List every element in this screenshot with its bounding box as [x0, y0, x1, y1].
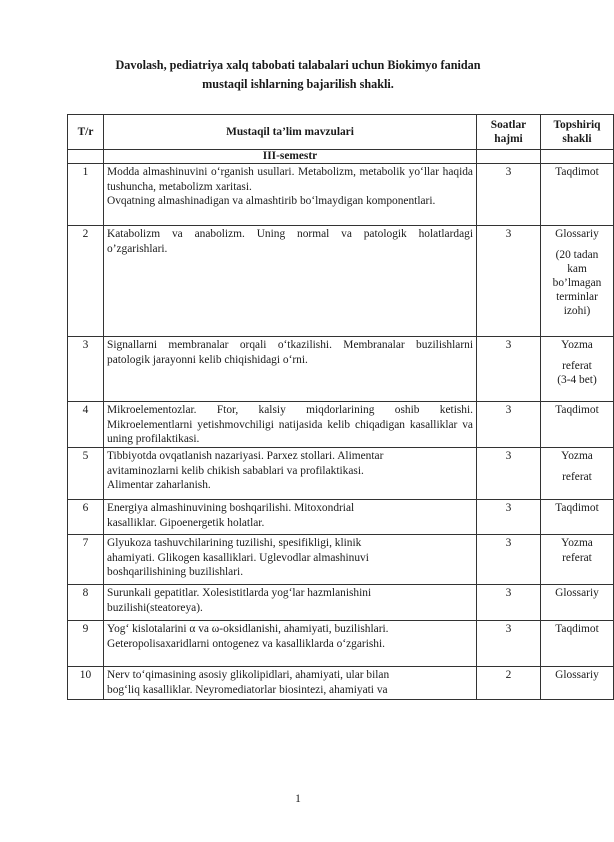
- table-row: [68, 535, 614, 585]
- row-assignment-form: [541, 535, 614, 585]
- semester-row: [68, 150, 614, 164]
- row-hours: 3: [477, 226, 541, 337]
- topic-line: Signallarni membranalar orqali o‘tkazilishi. Membranalar buzilishlarni patologik jarayonni kelib chiqishidagi o‘rni.: [107, 339, 473, 366]
- topic-line: Surunkali gepatitlar. Xolesistitlarda yog‘lar hazmlanishini: [107, 587, 372, 600]
- topic-line: Glyukoza tashuvchilarining tuzilishi, spesifikligi, klinik: [107, 537, 362, 550]
- table-row: [68, 500, 614, 535]
- topic-line: bog‘liq kasalliklar. Neyromediatorlar biosintezi, ahamiyati va: [107, 683, 388, 696]
- semester-label: III-semestr: [104, 150, 477, 164]
- form-line: Taqdimot: [555, 404, 599, 417]
- row-topic: [104, 337, 477, 402]
- row-hours: 3: [477, 500, 541, 535]
- row-assignment-form: [541, 667, 614, 700]
- row-assignment-form: [541, 585, 614, 621]
- column-header-topic: Mustaqil ta’lim mavzulari: [104, 115, 477, 150]
- form-line: (20 tadan: [555, 248, 599, 261]
- topic-line: Katabolizm va anabolizm. Uning normal va patologik holatlardagi o’zgarishlari.: [107, 228, 473, 255]
- row-assignment-form: [541, 402, 614, 448]
- form-line: kam: [567, 262, 587, 275]
- row-hours: 3: [477, 585, 541, 621]
- column-header-hours: [477, 115, 541, 150]
- table-row: [68, 402, 614, 448]
- form-line: Yozma: [561, 537, 593, 550]
- row-number: 7: [68, 535, 104, 585]
- form-line: Taqdimot: [555, 623, 599, 636]
- topic-line: avitaminozlarni kelib chikish sabablari va profilaktikasi.: [107, 464, 364, 477]
- table-row: [68, 448, 614, 500]
- topic-line: Mikroelementozlar. Ftor, kalsiy miqdorlarining oshib ketishi. Mikroelementlarni yetishmovchiligi natijasida kelib chiqadigan kasalliklar va uning profilaktikasi.: [107, 404, 473, 445]
- row-number: 9: [68, 621, 104, 667]
- row-hours: 3: [477, 535, 541, 585]
- row-assignment-form: [541, 337, 614, 402]
- row-hours: 3: [477, 621, 541, 667]
- assignments-table: [67, 114, 614, 700]
- row-assignment-form: [541, 621, 614, 667]
- form-line: Yozma: [561, 339, 593, 352]
- table-row: [68, 337, 614, 402]
- table-row: [68, 621, 614, 667]
- topic-line: kasalliklar. Gipoenergetik holatlar.: [107, 516, 265, 529]
- form-line: Glossariy: [555, 228, 599, 241]
- row-number: 1: [68, 164, 104, 226]
- row-hours: 3: [477, 448, 541, 500]
- form-line: Taqdimot: [555, 502, 599, 515]
- column-header-form-line1: Topshiriq: [553, 119, 601, 131]
- row-assignment-form: [541, 226, 614, 337]
- column-header-hours-line1: Soatlar: [490, 119, 527, 131]
- row-topic: [104, 500, 477, 535]
- column-header-form-line2: shakli: [562, 133, 592, 146]
- document-title-line-1: Davolash, pediatriya xalq tabobati talabalari uchun Biokimyo fanidan: [115, 58, 481, 72]
- semester-cell-empty-1: [68, 150, 104, 164]
- topic-line: Nerv to‘qimasining asosiy glikolipidlari, ahamiyati, ular bilan: [107, 669, 390, 682]
- column-header-number: T/r: [68, 115, 104, 150]
- topic-line: Yog‘ kislotalarini α va ω-oksidlanishi, ahamiyati, buzilishlari.: [107, 623, 389, 636]
- form-line: Glossariy: [555, 669, 599, 682]
- row-hours: 3: [477, 337, 541, 402]
- form-line: Glossariy: [555, 587, 599, 600]
- row-topic: [104, 585, 477, 621]
- topic-line: Ovqatning almashinadigan va almashtirib bo‘lmaydigan komponentlari.: [107, 194, 436, 207]
- form-line: bo’lmagan: [552, 277, 602, 290]
- topic-line: Alimentar zaharlanish.: [107, 478, 211, 491]
- row-topic: [104, 535, 477, 585]
- form-line: referat: [562, 359, 592, 372]
- form-line: Yozma: [561, 450, 593, 463]
- row-hours: 3: [477, 164, 541, 226]
- topic-line: Tibbiyotda ovqatlanish nazariyasi. Parxez stollari. Alimentar: [107, 450, 384, 463]
- row-number: 2: [68, 226, 104, 337]
- column-header-form: [541, 115, 614, 150]
- form-line: Taqdimot: [555, 166, 599, 179]
- row-topic: [104, 621, 477, 667]
- page-number: 1: [295, 793, 301, 805]
- topic-line: Modda almashinuvini o‘rganish usullari. Metabolizm, metabolik yo‘llar haqida tushuncha, metabolizm xaritasi.: [107, 166, 473, 193]
- semester-cell-empty-2: [477, 150, 541, 164]
- topic-line: ahamiyati. Glikogen kasalliklari. Uglevodlar almashinuvi: [107, 551, 369, 564]
- row-number: 3: [68, 337, 104, 402]
- form-line: referat: [562, 551, 592, 564]
- row-topic: [104, 226, 477, 337]
- row-topic: [104, 667, 477, 700]
- document-title-line-2: mustaqil ishlarning bajarilish shakli.: [202, 77, 394, 91]
- row-topic: [104, 164, 477, 226]
- semester-cell-empty-3: [541, 150, 614, 164]
- row-assignment-form: [541, 164, 614, 226]
- topic-line: boshqarilishining buzilishlari.: [107, 565, 244, 578]
- row-number: 8: [68, 585, 104, 621]
- row-topic: [104, 402, 477, 448]
- row-number: 6: [68, 500, 104, 535]
- table-row: [68, 667, 614, 700]
- form-line: izohi): [563, 305, 591, 318]
- column-header-hours-line2: hajmi: [494, 133, 523, 146]
- row-assignment-form: [541, 448, 614, 500]
- row-hours: 3: [477, 402, 541, 448]
- form-line: (3-4 bet): [557, 373, 597, 386]
- table-row: [68, 164, 614, 226]
- row-assignment-form: [541, 500, 614, 535]
- form-line: terminlar: [556, 291, 598, 304]
- row-number: 10: [68, 667, 104, 700]
- table-row: [68, 226, 614, 337]
- table-header-row: [68, 115, 614, 150]
- table-row: [68, 585, 614, 621]
- row-number: 4: [68, 402, 104, 448]
- row-hours: 2: [477, 667, 541, 700]
- row-number: 5: [68, 448, 104, 500]
- topic-line: Geteropolisaxaridlarni ontogenez va kasalliklarda o‘zgarishi.: [107, 637, 386, 650]
- topic-line: buzilishi(steatoreya).: [107, 601, 203, 614]
- topic-line: Energiya almashinuvining boshqarilishi. Mitoxondrial: [107, 502, 355, 515]
- form-line: referat: [562, 470, 592, 483]
- row-topic: [104, 448, 477, 500]
